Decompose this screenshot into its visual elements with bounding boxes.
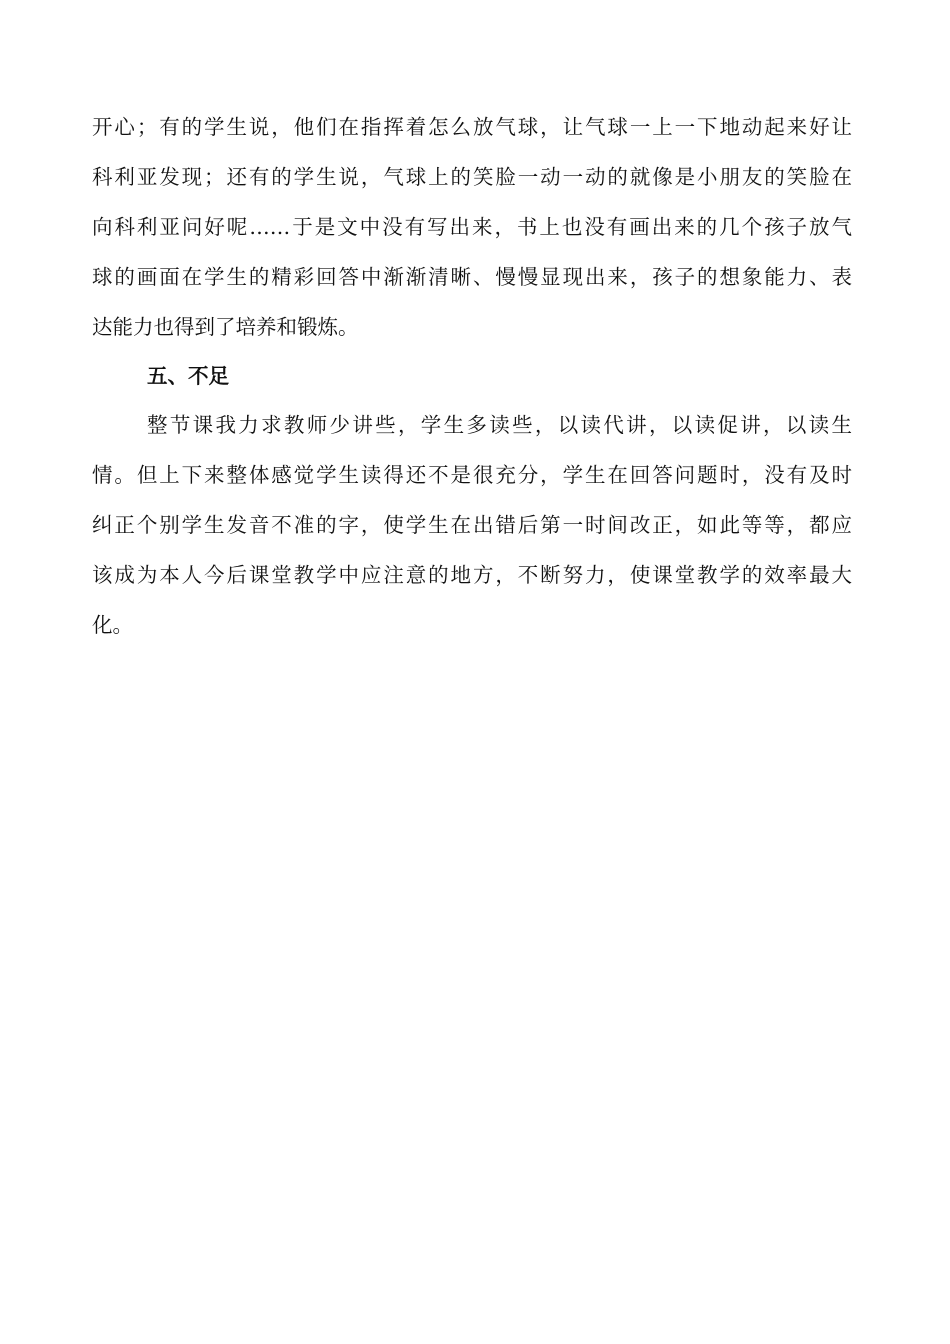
paragraph-line: 该成为本人今后课堂教学中应注意的地方，不断努力，使课堂教学的效率最大: [92, 563, 852, 587]
paragraph-line: 开心；有的学生说，他们在指挥着怎么放气球，让气球一上一下地动起来好让: [92, 115, 852, 139]
paragraph-line: 纠正个别学生发音不准的字，使学生在出错后第一时间改正，如此等等，都应: [92, 513, 852, 537]
paragraph-line: 情。但上下来整体感觉学生读得还不是很充分，学生在回答问题时，没有及时: [92, 463, 852, 487]
section-heading: 五、不足: [147, 364, 229, 388]
paragraph-line: 化。: [92, 613, 133, 637]
paragraph-line: 达能力也得到了培养和锻炼。: [92, 315, 359, 339]
paragraph-line: 球的画面在学生的精彩回答中渐渐清晰、慢慢显现出来，孩子的想象能力、表: [92, 265, 852, 289]
paragraph-line: 科利亚发现；还有的学生说，气球上的笑脸一动一动的就像是小朋友的笑脸在: [92, 165, 852, 189]
paragraph-line: 整节课我力求教师少讲些，学生多读些，以读代讲，以读促讲，以读生: [147, 413, 852, 437]
paragraph-line: 向科利亚问好呢……于是文中没有写出来，书上也没有画出来的几个孩子放气: [92, 215, 852, 239]
